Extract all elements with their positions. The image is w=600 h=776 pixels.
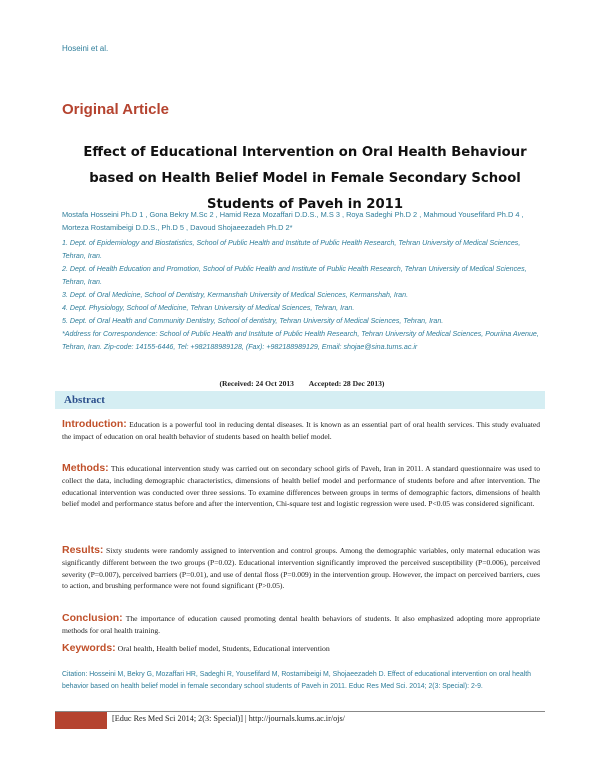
methods-text: This educational intervention study was carried out on secondary school girls of Paveh, Iran in 2011. A standard questionnaire was used to collect the data, including demographic characteristics, dimensions of health belief model and performance of students before and after intervention. The educational intervention was conducted over three sessions. To examine differences between groups in terms of demographic factors, dimensions of health belief model and performance status before and after the intervention, Chi-square test and logistic regression were used. P<0.05 was considered significant. [62,464,540,509]
conclusion-label: Conclusion: [62,612,123,624]
conclusion-text: The importance of education caused promoting dental health behaviors of students. It also emphasized adopting more appropriate methods for oral health training. [62,614,541,635]
methods-section [62,463,540,510]
abstract-header-bar [55,391,545,409]
dates-line [62,379,542,388]
introduction-label: Introduction: [62,418,127,430]
conclusion-section [62,613,540,637]
keywords-text: Oral health, Health belief model, Students, Educational intervention [117,644,330,653]
received-date: (Received: 24 Oct 2013 [219,379,294,388]
section-label: Original Article [62,101,169,118]
introduction-section [62,419,540,443]
footer-divider [55,711,545,712]
author-list: Mostafa Hosseini Ph.D 1 , Gona Bekry M.Sc 2 , Hamid Reza Mozaffari D.D.S., M.S 3 , Roya Sadeghi Ph.D 2 , Mahmoud Yousefifard Ph.D 4 , Morteza Rostamibeigi D.D.S., Ph.D 5 , Davoud Shojaeezadeh Ph.D 2* [62,210,524,232]
footer-journal-info: [Educ Res Med Sci 2014; 2(3: Special)] | http://journals.kums.ac.ir/ojs/ [112,714,345,723]
article-title: Effect of Educational Intervention on Oral Health Behaviour based on Health Belief Model in Female Secondary School Students of Paveh in 2011 [83,145,527,212]
abstract-title: Abstract [64,394,105,406]
results-section [62,545,540,592]
footer-accent-block [55,712,107,729]
running-head: Hoseini et al. [62,44,109,53]
affiliation-3: 3. Dept. of Oral Medicine, School of Dentistry, Kermanshah University of Medical Sciences, Kermanshah, Iran. [62,291,409,299]
affiliation-5: 5. Dept. of Oral Health and Community Dentistry, School of dentistry, Tehran University of Medical Sciences, Tehran, Iran. [62,317,444,325]
accepted-date: Accepted: 28 Dec 2013) [308,379,385,388]
affiliation-4: 4. Dept. Physiology, School of Medicine, Tehran University of Medical Sciences, Tehran, Iran. [62,304,355,312]
keywords-section [62,642,330,654]
affiliation-2: 2. Dept. of Health Education and Promotion, School of Public Health and Institute of Public Health Research, Tehran University of Medical Sciences, Tehran, Iran. [62,265,527,286]
affiliation-1: 1. Dept. of Epidemiology and Biostatistics, School of Public Health and Institute of Public Health Research, Tehran University of Medical Sciences, Tehran, Iran. [62,239,521,260]
citation: Citation: Hosseini M, Bekry G, Mozaffari HR, Sadeghi R, Yousefifard M, Rostamibeigi M, Shojaeezadeh D. Effect of educational intervention on oral health behavior based on health belief model in female secondary school students of Paveh in 2011. Educ Res Med Sci. 2014; 2(3: Special): 2-9. [62,671,531,690]
keywords-label: Keywords: [62,642,116,654]
results-text: Sixty students were randomly assigned to intervention and control groups. Among the demographic variables, only maternal education was significantly different between the two groups (P=0.02). Educational intervention significantly improved the perceived susceptibility (P=0.006), perceived severity (P=0.007), perceived barriers (P=0.01), and use of dental floss (P=0.009) in the intervention group. However, the impact on perceived barriers, cues to action, and brushing performance were not found significant (P>0.05). [62,546,540,591]
affiliations [62,237,542,354]
methods-label: Methods: [62,462,109,474]
introduction-text: Education is a powerful tool in reducing dental diseases. It is known as an essential part of oral health services. This study evaluated the impact of education on oral health behavior of students based on health belief model. [62,420,540,441]
results-label: Results: [62,544,104,556]
correspondence-address: *Address for Correspondence: School of Public Health and Institute of Public Health Research, Tehran University of Medical Sciences, Pouriina Avenue, Tehran, Iran. Zip-code: 14155-6446, Tel: +982188989128, (Fax): +982188989129, Email: shojae@sina.tums.ac.ir [62,330,539,351]
